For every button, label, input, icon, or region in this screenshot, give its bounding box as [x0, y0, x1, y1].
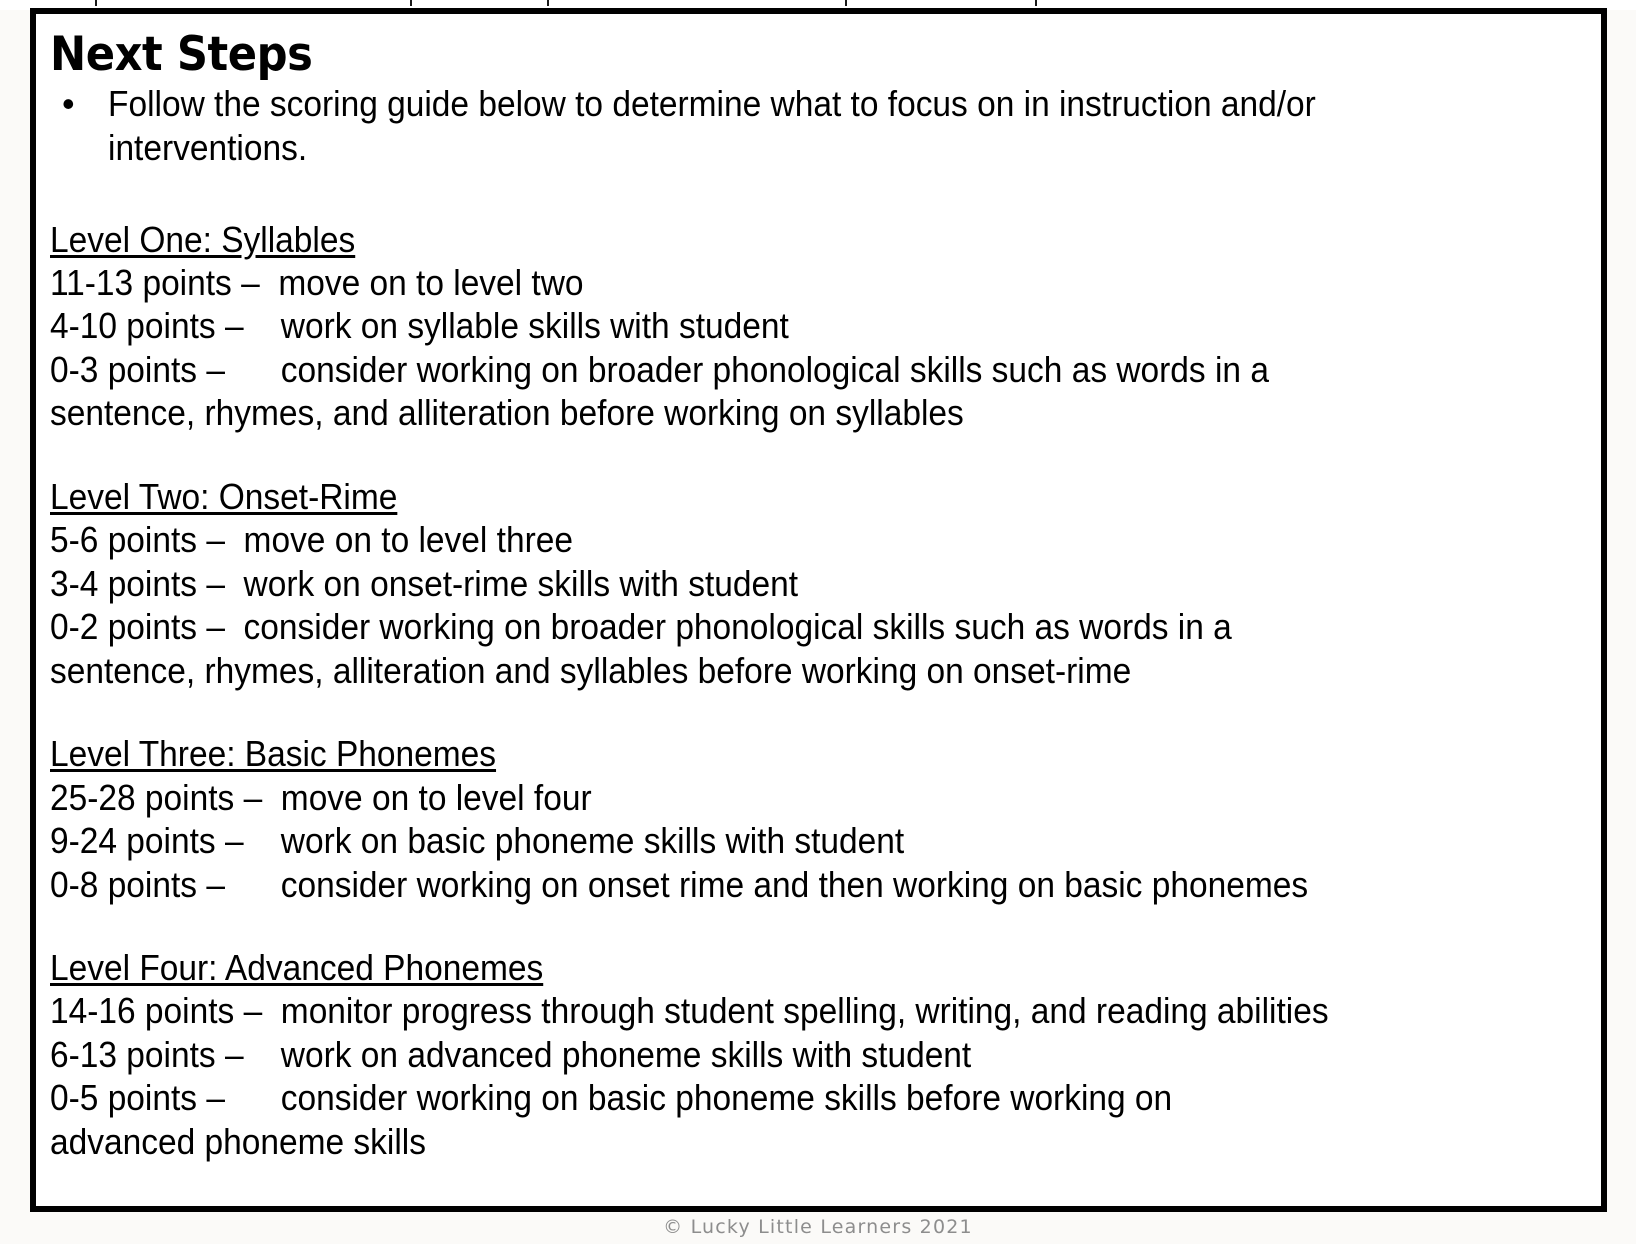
score-range: 4-10 points – [50, 305, 253, 347]
level-two-row-1 [50, 562, 1479, 606]
level-section-four [50, 946, 1587, 1163]
level-two-wrap: sentence, rhymes, alliteration and syllables before working on onset-rime [50, 649, 1132, 691]
level-section-one [50, 218, 1587, 435]
level-one-row-0 [50, 261, 1479, 305]
score-action: consider working on onset rime and then working on basic phonemes [234, 863, 1309, 905]
level-one-row-1 [50, 304, 1479, 348]
level-four-wrap: advanced phoneme skills [50, 1121, 426, 1163]
score-action: move on to level four [271, 776, 592, 818]
next-steps-panel [30, 8, 1607, 1212]
instruction-bullet [50, 82, 1587, 170]
level-one-wrap: sentence, rhymes, and alliteration before working on syllables [50, 392, 964, 434]
score-range: 9-24 points – [50, 820, 253, 862]
score-range: 14-16 points – [50, 990, 272, 1032]
level-two-row-0 [50, 518, 1479, 562]
level-four-row-0 [50, 989, 1479, 1033]
level-four-row-1 [50, 1033, 1479, 1077]
page-title: Next Steps [50, 27, 313, 82]
level-two-title: Level Two: Onset-Rime [50, 476, 398, 517]
score-range: 25-28 points – [50, 776, 272, 818]
level-section-three [50, 732, 1587, 906]
score-range: 11-13 points – [50, 261, 270, 303]
level-two-row-2 [50, 605, 1479, 649]
score-range: 0-8 points – [50, 863, 235, 905]
score-action: monitor progress through student spelling, writing, and reading abilities [271, 990, 1329, 1032]
score-action: work on advanced phoneme skills with student [252, 1033, 972, 1075]
level-one-title: Level One: Syllables [50, 218, 356, 260]
level-three-row-0 [50, 776, 1479, 820]
score-action: consider working on basic phoneme skills before working on [234, 1077, 1173, 1119]
level-three-title: Level Three: Basic Phonemes [50, 733, 497, 775]
footer-copyright: © Lucky Little Learners 2021 [663, 1216, 973, 1238]
level-four-title: Level Four: Advanced Phonemes [50, 947, 544, 989]
score-action: work on basic phoneme skills with student [252, 820, 905, 862]
score-action: consider working on broader phonological skills such as words in a [234, 606, 1232, 648]
score-action: work on syllable skills with student [252, 305, 789, 347]
level-three-row-1 [50, 819, 1479, 863]
score-action: move on to level three [234, 519, 573, 561]
instruction-bullet-text: Follow the scoring guide below to determine what to focus on in instruction and/or interventions. [108, 82, 1316, 168]
score-range: 5-6 points – [50, 519, 235, 561]
level-section-two [50, 475, 1587, 692]
level-one-row-2 [50, 348, 1479, 392]
score-action: work on onset-rime skills with student [234, 562, 799, 604]
score-action: consider working on broader phonological skills such as words in a [234, 348, 1269, 390]
level-three-row-2 [50, 863, 1479, 907]
bullet-point-icon: • [62, 82, 75, 124]
score-range: 0-5 points – [50, 1077, 235, 1119]
score-range: 3-4 points – [50, 562, 235, 604]
level-four-row-2 [50, 1076, 1479, 1120]
score-range: 0-2 points – [50, 606, 235, 648]
score-range: 6-13 points – [50, 1033, 253, 1075]
score-range: 0-3 points – [50, 348, 235, 390]
score-action: move on to level two [269, 261, 584, 303]
